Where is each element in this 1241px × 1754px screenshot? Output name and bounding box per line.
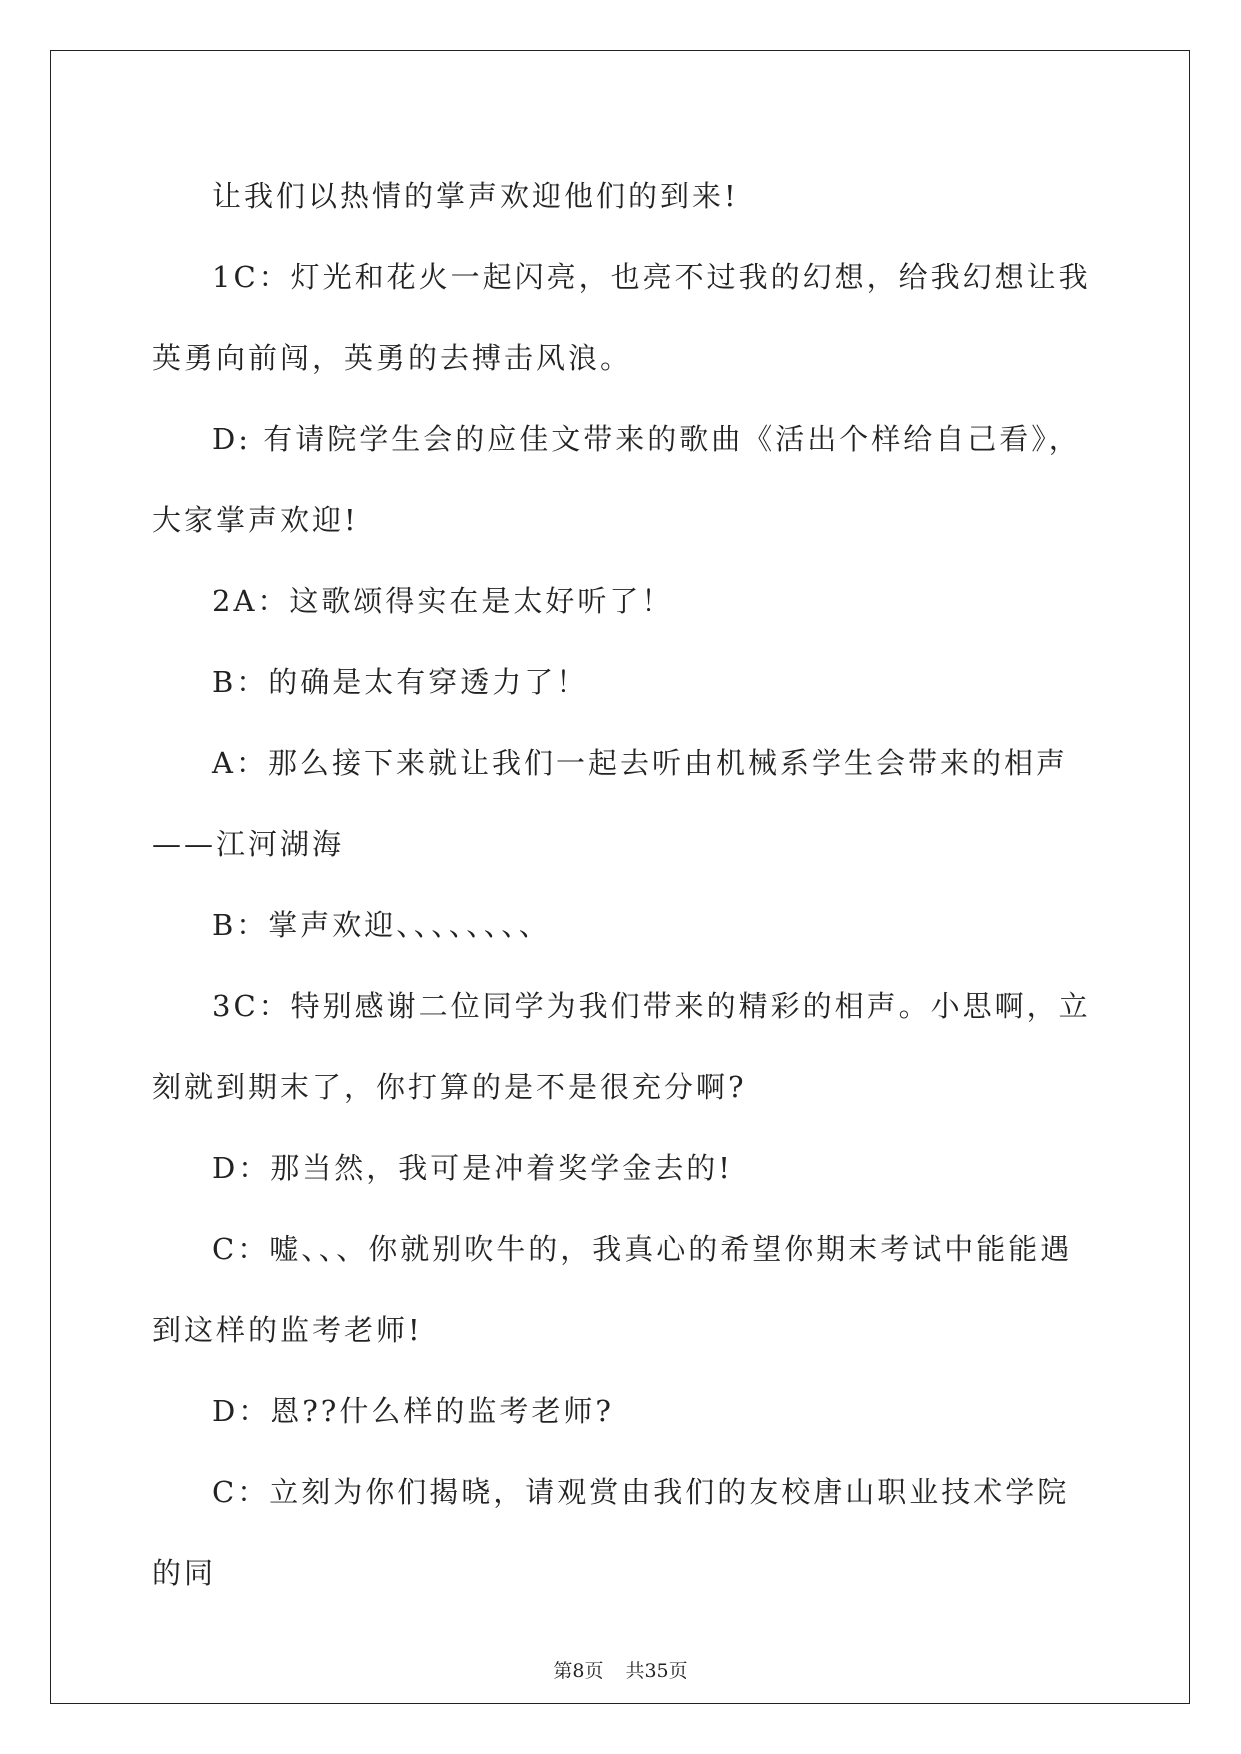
paragraph: D：恩??什么样的监考老师?: [212, 1394, 614, 1428]
paragraph: C：立刻为你们揭晓，请观赏由我们的友校唐山职业技术学院的同: [152, 1475, 1070, 1590]
paragraph: B：掌声欢迎、、、、、、、、: [212, 908, 551, 942]
paragraph: A：那么接下来就让我们一起去听由机械系学生会带来的相声——江河湖海: [152, 746, 1068, 861]
paragraph: 3C：特别感谢二位同学为我们带来的精彩的相声。小思啊，立刻就到期末了，你打算的是不是很充分啊?: [152, 989, 1091, 1104]
page-number: 第8页: [553, 1660, 604, 1682]
paragraph: D：那当然，我可是冲着奖学金去的!: [212, 1151, 733, 1185]
page-total: 共35页: [625, 1660, 688, 1682]
document-body: [152, 156, 1094, 1614]
paragraph: 让我们以热情的掌声欢迎他们的到来!: [212, 179, 739, 213]
paragraph: 2A：这歌颂得实在是太好听了！: [212, 584, 674, 618]
paragraph: D: 有请院学生会的应佳文带来的歌曲《活出个样给自己看》，大家掌声欢迎!: [152, 422, 1081, 537]
paragraph: B：的确是太有穿透力了！: [212, 665, 589, 699]
paragraph: C：嘘、、、你就别吹牛的，我真心的希望你期末考试中能能遇到这样的监考老师!: [152, 1232, 1073, 1347]
paragraph: 1C：灯光和花火一起闪亮，也亮不过我的幻想，给我幻想让我英勇向前闯，英勇的去搏击风浪。: [152, 260, 1091, 375]
page-footer: [0, 1656, 1241, 1683]
